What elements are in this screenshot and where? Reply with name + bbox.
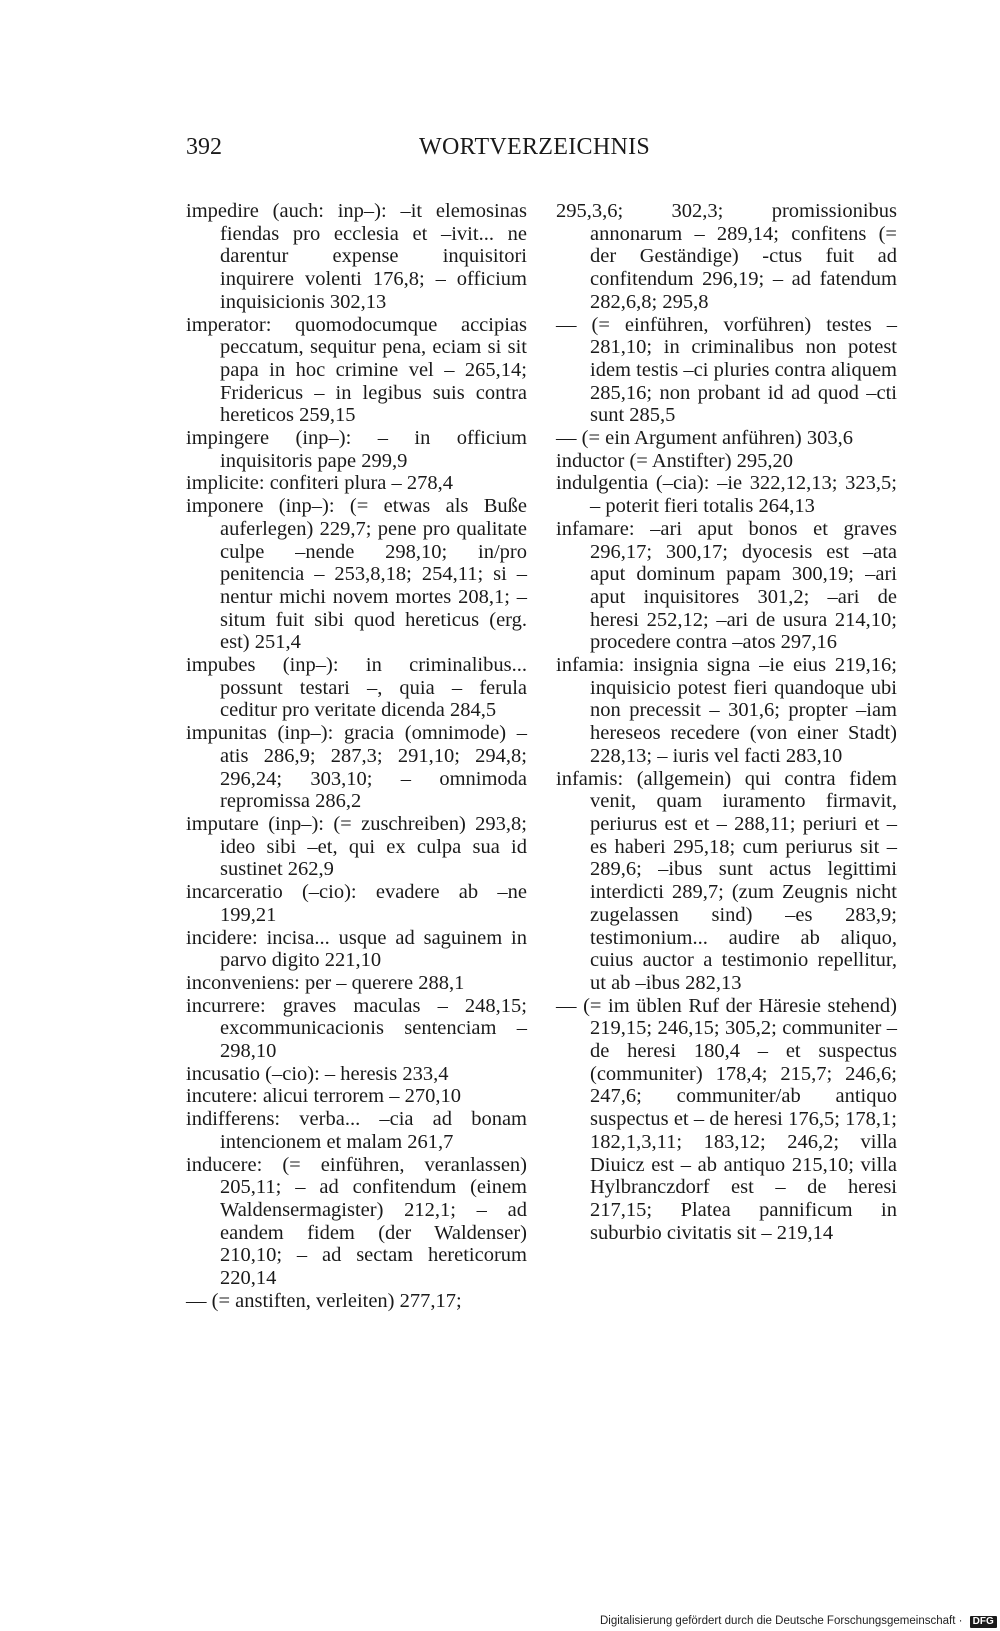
index-entry: incurrere: graves maculas – 248,15; excommunicacionis sentenciam – 298,10 [186, 994, 527, 1063]
index-entry: imputare (inp–): (= zuschreiben) 293,8; ideo sibi –et, qui ex culpa sua id sustinet 262,9 [186, 812, 527, 881]
index-entry: inconveniens: per – querere 288,1 [186, 971, 465, 994]
right-column [556, 200, 897, 1244]
index-entry: infamia: insignia signa –ie eius 219,16; inquisicio potest fieri quandoque ubi non precessit – 301,6; propter –iam hereseos recedere (von einer Stadt) 228,13; – iuris vel facti 283,10 [556, 654, 897, 767]
index-entry: incidere: incisa... usque ad saguinem in parvo digito 221,10 [186, 926, 527, 972]
index-entry: impunitas (inp–): gracia (omnimode) –atis 286,9; 287,3; 291,10; 294,8; 296,24; 303,10; – omnimoda repromissa 286,2 [186, 722, 527, 813]
index-entry: 295,3,6; 302,3; promissionibus annonarum – 289,14; confitens (= der Geständige) -ctus fuit ad confitendum 296,19; – ad fatendum 282,6,8; 295,8 [556, 200, 897, 313]
index-entry: implicite: confiteri plura – 278,4 [186, 472, 454, 495]
page-number: 392 [186, 134, 222, 160]
index-entry: incutere: alicui terrorem – 270,10 [186, 1085, 461, 1108]
index-entry: inducere: (= einführen, veranlassen) 205,11; – ad confitendum (einem Waldensermagister) 212,1; – ad eandem fidem (der Waldenser) 210,10; – ad sectam hereticorum 220,14 [186, 1153, 527, 1290]
page-header [186, 134, 894, 168]
digitization-credit [600, 1615, 994, 1629]
index-entry: imperator: quomodocumque accipias peccatum, sequitur pena, eciam si sit papa in hoc crimine vel – 265,14; Fridericus – in legibus suis contra hereticos 259,15 [186, 313, 527, 427]
index-entry: incusatio (–cio): – heresis 233,4 [186, 1062, 449, 1085]
index-entry: impingere (inp–): – in officium inquisitoris pape 299,9 [186, 427, 527, 472]
index-entry: indifferens: verba... –cia ad bonam intencionem et malam 261,7 [186, 1108, 527, 1153]
index-entry: inductor (= Anstifter) 295,20 [556, 449, 794, 472]
left-column [186, 200, 527, 1312]
index-entry: imponere (inp–): (= etwas als Buße auferlegen) 229,7; pene pro qualitate culpe –nende 298,10; in/pro penitencia – 253,8,18; 254,11; si –nentur michi novem mortes 208,1; –situm fuit sibi quod hereticus (erg. est) 251,4 [186, 495, 527, 654]
index-entry: incarceratio (–cio): evadere ab –ne 199,21 [186, 881, 527, 926]
index-entry: — (= ein Argument anführen) 303,6 [556, 427, 853, 450]
index-entry: infamare: –ari aput bonos et graves 296,17; 300,17; dyocesis est –ata aput dominum papam 300,19; –ari aput inquisitores 301,2; –ari de heresi 252,12; –ari de usura 214,10; procedere contra –atos 297,16 [556, 517, 897, 654]
index-entry: — (= anstiften, verleiten) 277,17; [186, 1289, 462, 1312]
index-entry: impedire (auch: inp–): –it elemosinas fiendas pro ecclesia et –ivit... ne darentur expense inquisitori inquirere volenti 176,8; – officium inquisicionis 302,13 [186, 200, 527, 313]
index-entry: — (= einführen, vorführen) testes – 281,10; in criminalibus non potest idem testis –ci pluries contra aliquem 285,16; non probant id ad quod –cti sunt 285,5 [556, 313, 897, 427]
index-entry: indulgentia (–cia): –ie 322,12,13; 323,5; – poterit fieri totalis 264,13 [556, 472, 897, 518]
running-title: WORTVERZEICHNIS [419, 134, 651, 160]
dfg-logo: DFG [970, 1616, 997, 1628]
index-entry: — (= im üblen Ruf der Häresie stehend) 219,15; 246,15; 305,2; communiter – de heresi 180,4 – et suspectus (communiter) 178,4; 215,7; 246,6; 247,6; communiter/ab antiquo suspectus et – de heresi 176,5; 178,1; 182,1,3,11; 183,12; 246,2; villa Diuicz est – ab antiquo 215,10; villa Hylbranczdorf est – de heresi 217,15; Platea pannificum in suburbio civitatis sit – 219,14 [556, 994, 897, 1244]
index-entry: infamis: (allgemein) qui contra fidem venit, quam iuramento firmavit, periurus est et – 288,11; periuri et –es haberi 295,18; cum periurus sit – 289,6; –ibus sunt actus legittimi interdicti 289,7; (zum Zeugnis nicht zugelassen sind) –es 283,9; testimonium... audire ab aliquo, cuius auctor a testimonio repellitur, ut ab –ibus 282,13 [556, 767, 897, 994]
index-entry: impubes (inp–): in criminalibus... possunt testari –, quia – ferula ceditur pro veritate dicenda 284,5 [186, 654, 527, 722]
credit-text: Digitalisierung gefördert durch die Deutsche Forschungsgemeinschaft · [600, 1615, 963, 1627]
